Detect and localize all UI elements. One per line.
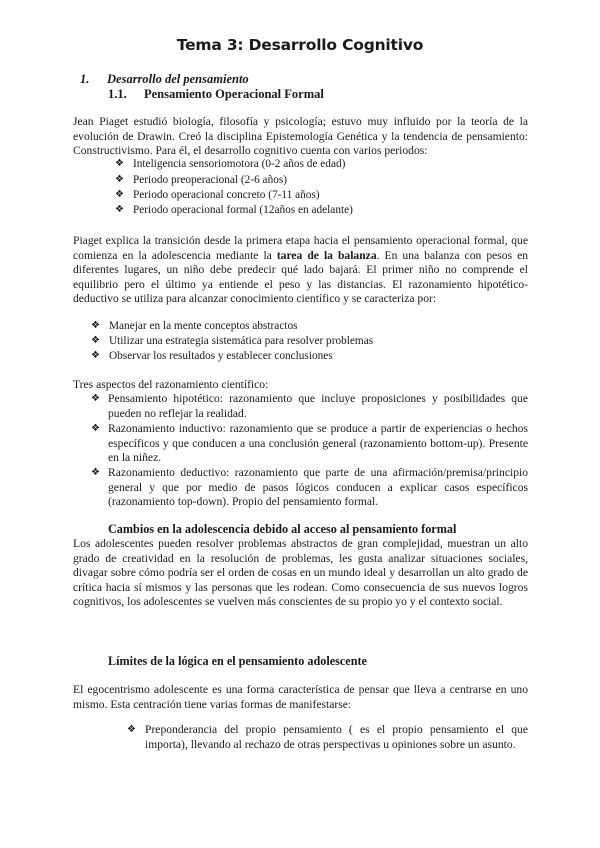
intro-paragraph (73, 115, 528, 159)
text-line: Jean Piaget estudió biología, filosofía y psicología; estuvo muy influido por la teoría de la (73, 115, 528, 128)
subsection-number: 1.1. (108, 87, 127, 101)
diamond-bullet-icon: ❖ (91, 393, 100, 404)
text-line: El razonamiento hipotético- deductivo se utiliza para alcanzar conocimiento científico y se (73, 277, 528, 306)
subsection-label: Pensamiento Operacional Formal (144, 87, 324, 101)
diamond-bullet-icon: ❖ (91, 350, 100, 361)
aspect-deductive: Razonamiento deductivo: razonamiento que parte de una afirmación/premisa/principio general y que por medio de pasos lógicos conducen a explicar casos específicos (razonamiento top-down). Propio del pensamiento formal. (108, 466, 529, 509)
text-line: pesos en diferentes lugares, un niño debe predecir qué lado bajará. El primer niño no (73, 248, 529, 277)
aspect-hypothetical: Pensamiento hipotético: razonamiento que incluye proposiciones y posibilidades que pueden no reflejar la realidad. (108, 392, 528, 420)
aspects-intro: Tres aspectos del razonamiento científico: (73, 378, 269, 391)
section-heading-1 (80, 72, 249, 87)
bold-term: tarea de la balanza (276, 248, 377, 262)
document-page: Tema 3: Desarrollo Cognitivo 1. Desarrollo del pensamiento 1.1. Pensamiento Operacional Formal Jean Piaget estudió biología, filosofía y psicología; estuvo muy influido por la teoría de la evolución de Drawin. Creó la disciplina Epistemología Genética y la tendencia de pensamiento: Constructivismo. Para él, el desarrollo cognitivo cuenta con varios periodos: ❖ Inteligencia sensoriomotora (0-2 años de edad) ❖ Periodo preoperacional (2-6 años) ❖ Periodo operacional concreto (7-11 años) ❖ Periodo operacional formal (12años en adelante) Piaget explica la transición desde la primera etapa hacia el pensamiento operacional formal, que comienza en la adolescencia mediante la tarea de la balanza. En una balanza con pesos en diferentes lugares, un niño debe predecir qué lado bajará. El primer niño no comprende el equilibrio pero el último ya entiende el peso y las distancias. El razonamiento hipotético- deductivo se utiliza para alcanzar conocimiento científico y se caracteriza por: ❖ Manejar en la mente conceptos abstractos ❖ Utilizar una estrategia sistemática para resolver problemas ❖ Observar los resultados y establecer conclusiones Tres aspectos del razonamiento científico: ❖ Pensamiento hipotético: razonamiento que incluye proposiciones y posibilidades que pueden no reflejar la realidad. ❖ Razonamiento inductivo: razonamiento que se produce a partir de experiencias o hechos específicos y que conducen a una conclusión general (razonamiento bottom-up). Presente en la niñez. ❖ Razonamiento deductivo: razonamiento que parte de una afirmación/premisa/principio general y que por medio de pasos lógicos conducen a explicar casos específicos (razonamiento top-down). Propio del pensamiento formal. Cambios en la adolescencia debido al acceso al pensamiento formal Los adolescentes pueden resolver problemas abstractos de gran complejidad, muestran un alto grado de creatividad en la resolución de problemas, les gusta analizar situaciones sociales, divagar sobre cómo podría ser el orden de cosas en un mundo ideal y desarrollan un alto grado de crítica hacia sí mismos y las personas que les rodean. Como consecuencia de sus nuevos logros cognitivos, los adolescentes se vuelven más conscientes de su propio yo y el contexto social. Límites de la lógica en el pensamiento adolescente El egocentrismo adolescente es una forma característica de pensar que lleva a centrarse en uno mismo. Esta centración tiene varias formas de manifestarse: ❖ Preponderancia del propio pensamiento ( es el propio pensamiento el que importa), llevando al rechazo de otras perspectivas u opiniones sobre un asunto. (0, 0, 600, 848)
text-line: evolución de Drawin. Creó la disciplina Epistemología Genética y la tendencia de (73, 129, 463, 143)
changes-heading: Cambios en la adolescencia debido al acceso al pensamiento formal (108, 522, 457, 536)
section-number: 1. (80, 72, 90, 86)
page-title: Tema 3: Desarrollo Cognitivo (176, 36, 424, 54)
diamond-bullet-icon: ❖ (127, 724, 136, 735)
diamond-bullet-icon: ❖ (115, 158, 124, 169)
limits-bullet: Preponderancia del propio pensamiento ( es el propio pensamiento el que importa), llevando al rechazo de otras perspectivas u opiniones sobre un asunto. (145, 723, 528, 751)
text-line: pensamiento: Constructivismo. Para él, el desarrollo cognitivo cuenta con varios periodos: (73, 129, 528, 158)
diamond-bullet-icon: ❖ (91, 423, 100, 434)
diamond-bullet-icon: ❖ (115, 174, 124, 185)
diamond-bullet-icon: ❖ (115, 204, 124, 215)
diamond-bullet-icon: ❖ (91, 320, 100, 331)
text-line: que comienza en la adolescencia mediante la tarea de la balanza. En una balanza con (73, 234, 528, 262)
limits-heading: Límites de la lógica en el pensamiento adolescente (108, 654, 367, 668)
section-label: Desarrollo del pensamiento (107, 72, 249, 86)
changes-paragraph: Los adolescentes pueden resolver problemas abstractos de gran complejidad, muestran un alto grado de creatividad en la resolución de problemas, les gusta analizar situaciones sociales, divagar sobre cómo podría ser el orden de cosas en un mundo ideal y desarrollan un alto grado de crítica hacia sí mismos y las personas que les rodean. Como consecuencia de sus nuevos logros cognitivos, los adolescentes se vuelven más conscientes de su propio yo y el contexto social. (73, 537, 528, 609)
diamond-bullet-icon: ❖ (115, 189, 124, 200)
transition-paragraph (73, 234, 528, 307)
text-line: caracteriza por: (364, 292, 437, 306)
limits-paragraph: El egocentrismo adolescente es una forma característica de pensar que lleva a centrarse en uno mismo. Esta centración tiene varias formas de manifestarse: (73, 683, 528, 711)
diamond-bullet-icon: ❖ (91, 467, 100, 478)
aspect-inductive: Razonamiento inductivo: razonamiento que se produce a partir de experiencias o hechos específicos y que conducen a una conclusión general (razonamiento bottom-up). Presente en la niñez. (108, 422, 528, 465)
section-heading-1-1 (108, 87, 324, 102)
text-line: Piaget explica la transición desde la primera etapa hacia el pensamiento operacional formal, (73, 234, 508, 247)
text-line: comprende el equilibrio pero el último ya entiende el peso y las distancias. (73, 263, 528, 291)
diamond-bullet-icon: ❖ (91, 335, 100, 346)
